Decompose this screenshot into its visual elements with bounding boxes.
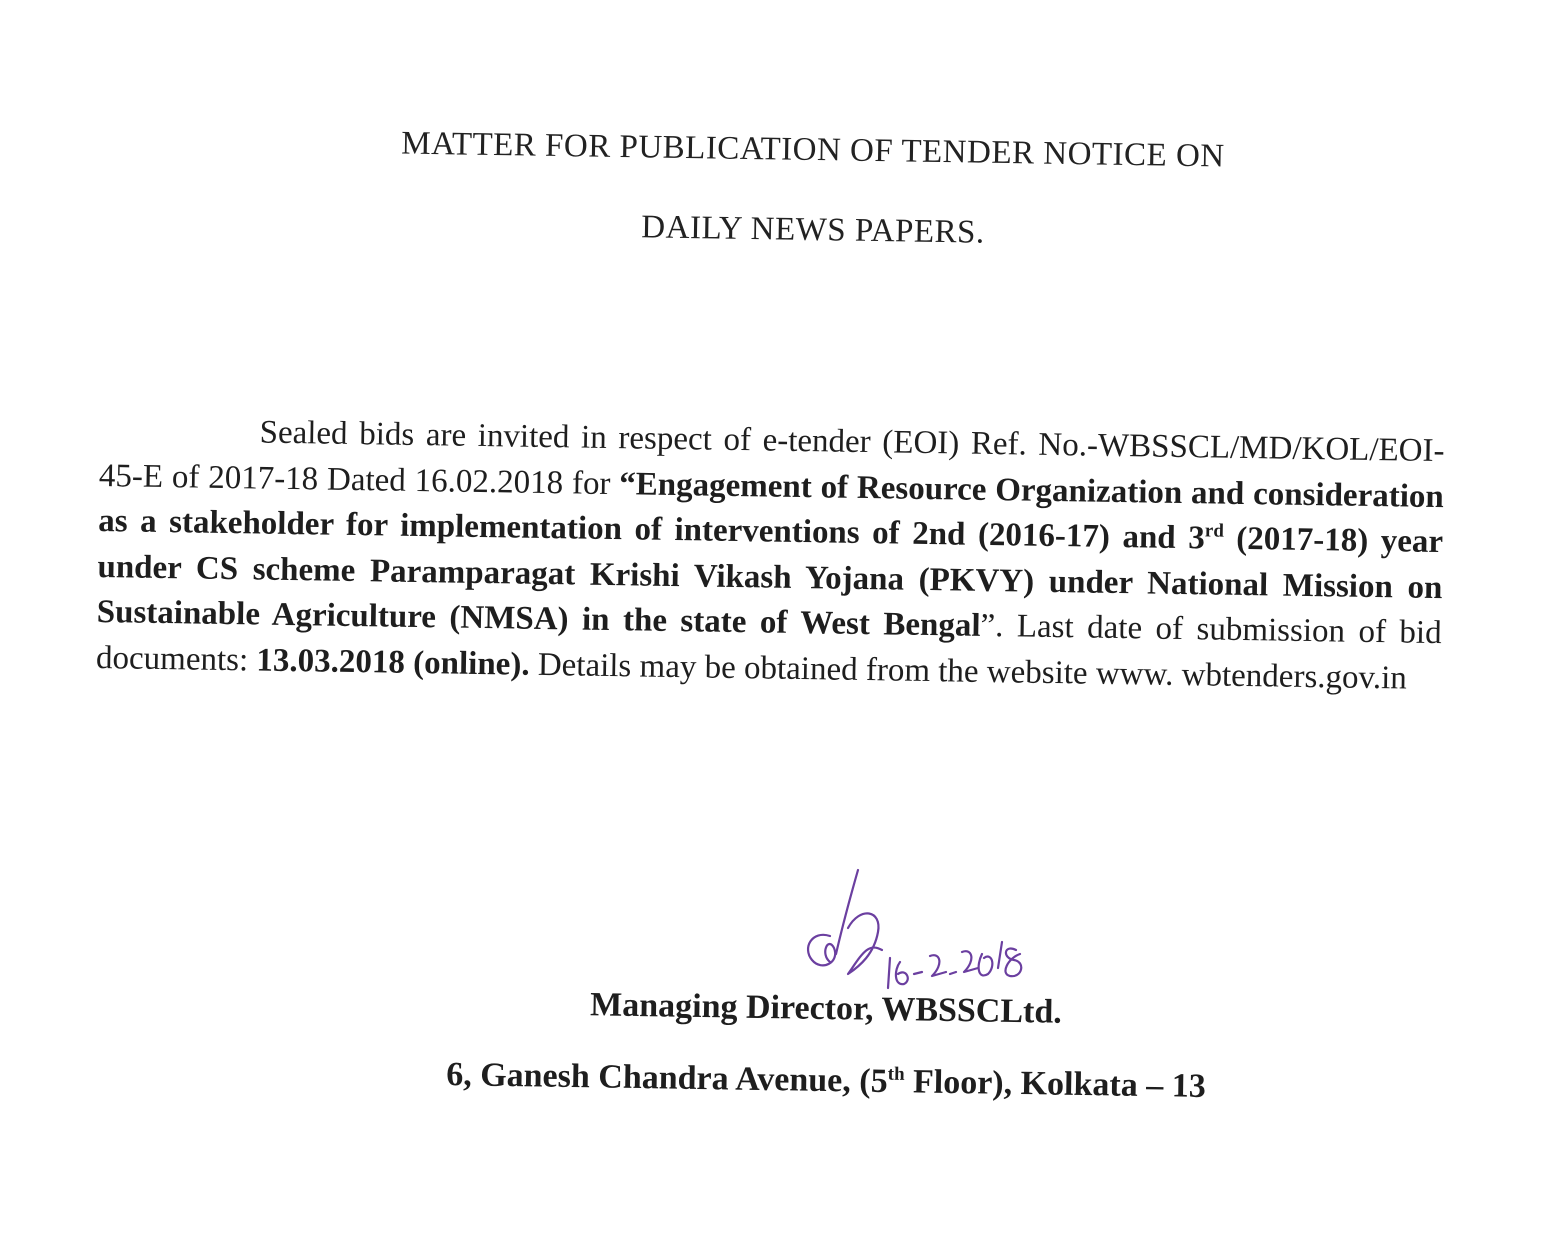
notice-heading-line-1: MATTER FOR PUBLICATION OF TENDER NOTICE ON <box>401 125 1225 175</box>
signature-initials-loop <box>808 935 835 966</box>
notice-details: Details may be obtained from the website www. wbtenders.gov.in <box>529 646 1408 697</box>
signer-title: Managing Director, WBSSCLtd. <box>589 986 1063 1031</box>
notice-intro: Sealed bids are invited in respect of e-tender (EOI) Ref. No.-WBSSCL/MD/KOL/EOI- 45-E of 2017-18 Dated 16.02.2018 for <box>98 414 1445 502</box>
paragraph-indent <box>99 440 259 443</box>
signer-address <box>48 1050 1556 1112</box>
handwritten-signature <box>790 858 1090 998</box>
notice-body <box>96 408 1445 702</box>
notice-subject-part-b: (2017-18) year under CS scheme Paramparagat Krishi Vikash Yojana (PKVY) under National Mission on Sustainable Agriculture (NMSA) in the state of West Bengal <box>96 520 1444 644</box>
signature-date-strokes <box>888 942 1021 988</box>
notice-heading-line-2: DAILY NEWS PAPERS. <box>641 209 985 251</box>
signer-address-part-b: Floor), Kolkata – 13 <box>904 1063 1207 1105</box>
last-submission-date: 13.03.2018 (online). <box>256 641 530 683</box>
notice-subject-part-a: “Engagement of Resource Organization and consideration as a stakeholder for implementation of interventions of 2nd (2016-17) and 3 <box>97 465 1445 557</box>
notice-subject-close: ”. Last date of submission of bid documents: <box>95 607 1442 678</box>
signer-address-part-a: 6, Ganesh Chandra Avenue, (5 <box>445 1056 888 1100</box>
signer-address-superscript: th <box>887 1063 905 1085</box>
signature-initials-stroke <box>836 870 858 954</box>
notice-subject-superscript: rd <box>1204 520 1225 542</box>
signature-flourish <box>848 913 882 974</box>
